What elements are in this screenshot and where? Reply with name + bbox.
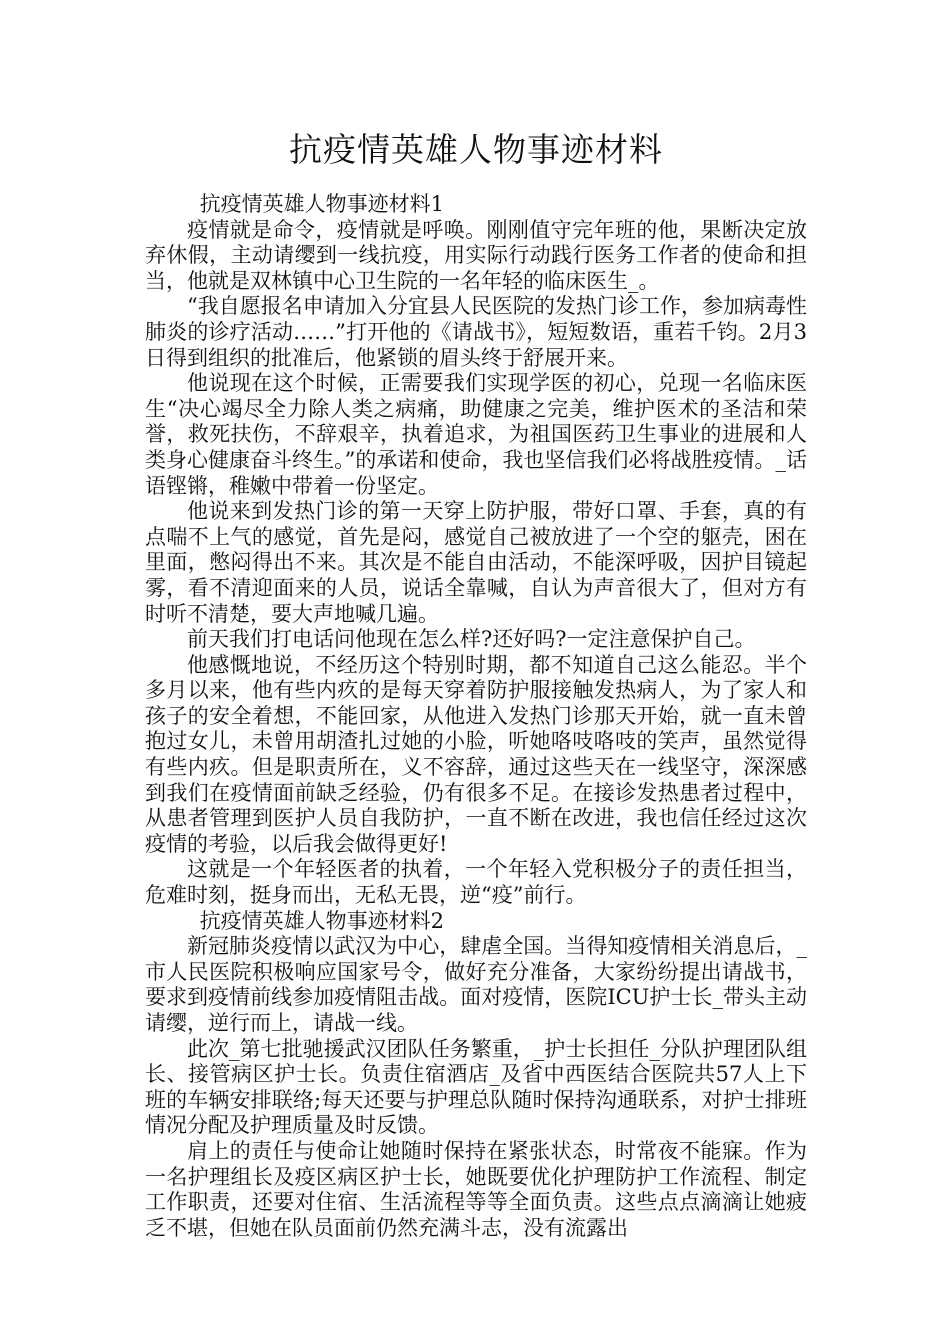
paragraph: 此次_第七批驰援武汉团队任务繁重，_护士长担任_分队护理团队组长、接管病区护士长。负责住宿酒店_及省中西医结合医院共57人上下班的车辆安排联络;每天还要与护理总队随时保持沟通联系，对护士排班情况分配及护理质量及时反馈。: [145, 1036, 807, 1138]
document-page: [145, 128, 807, 1241]
document-title: 抗疫情英雄人物事迹材料: [289, 130, 663, 169]
paragraph: 这就是一个年轻医者的执着，一个年轻入党积极分子的责任担当，危难时刻，挺身而出，无私无畏，逆“疫”前行。: [145, 857, 807, 908]
section-heading: 抗疫情英雄人物事迹材料2: [199, 908, 444, 933]
paragraph: 疫情就是命令，疫情就是呼唤。刚刚值守完年班的他，果断决定放弃休假，主动请缨到一线抗疫，用实际行动践行医务工作者的使命和担当，他就是双林镇中心卫生院的一名年轻的临床医生_。: [145, 217, 807, 293]
paragraph: 肩上的责任与使命让她随时保持在紧张状态，时常夜不能寐。作为一名护理组长及疫区病区护士长，她既要优化护理防护工作流程、制定工作职责，还要对住宿、生活流程等等全面负责。这些点点滴滴让她疲乏不堪，但她在队员面前仍然充满斗志，没有流露出: [145, 1138, 807, 1240]
paragraph: 前天我们打电话问他现在怎么样?还好吗?一定注意保护自己。: [187, 627, 756, 652]
section-heading: 抗疫情英雄人物事迹材料1: [199, 192, 444, 216]
paragraph: 他感慨地说，不经历这个特别时期，都不知道自己这么能忍。半个多月以来，他有些内疚的是每天穿着防护服接触发热病人，为了家人和孩子的安全着想，不能回家，从他进入发热门诊那天开始，就一直未曾抱过女儿，未曾用胡渣扎过她的小脸，听她咯吱咯吱的笑声，虽然觉得有些内疚。但是职责所在，义不容辞，通过这些天在一线坚守，深深感到我们在疫情面前缺乏经验，仍有很多不足。在接诊发热患者过程中，从患者管理到医护人员自我防护，一直不断在改进，我也信任经过这次疫情的考验，以后我会做得更好!: [145, 652, 807, 856]
paragraph: 新冠肺炎疫情以武汉为中心，肆虐全国。当得知疫情相关消息后，_市人民医院积极响应国家号令，做好充分准备，大家纷纷提出请战书，要求到疫情前线参加疫情阻击战。面对疫情，医院ICU护士长_带头主动请缨，逆行而上，请战一线。: [145, 934, 807, 1035]
paragraph: “我自愿报名申请加入分宜县人民医院的发热门诊工作，参加病毒性肺炎的诊疗活动……”打开他的《请战书》，短短数语，重若千钧。2月3日得到组织的批准后，他紧锁的眉头终于舒展开来。: [145, 294, 807, 370]
document-body: [145, 192, 807, 1241]
paragraph: 他说来到发热门诊的第一天穿上防护服，带好口罩、手套，真的有点喘不上气的感觉，首先是闷，感觉自己被放进了一个空的躯壳，困在里面，憋闷得出不来。其次是不能自由活动，不能深呼吸，因护目镜起雾，看不清迎面来的人员，说话全靠喊，自认为声音很大了，但对方有时听不清楚，要大声地喊几遍。: [145, 499, 807, 626]
paragraph: 他说现在这个时候，正需要我们实现学医的初心，兑现一名临床医生“决心竭尽全力除人类之病痛，助健康之完美，维护医术的圣洁和荣誉，救死扶伤，不辞艰辛，执着追求，为祖国医药卫生事业的进展和人类身心健康奋斗终生。”的承诺和使命，我也坚信我们必将战胜疫情。_话语铿锵，稚嫩中带着一份坚定。: [145, 371, 807, 498]
